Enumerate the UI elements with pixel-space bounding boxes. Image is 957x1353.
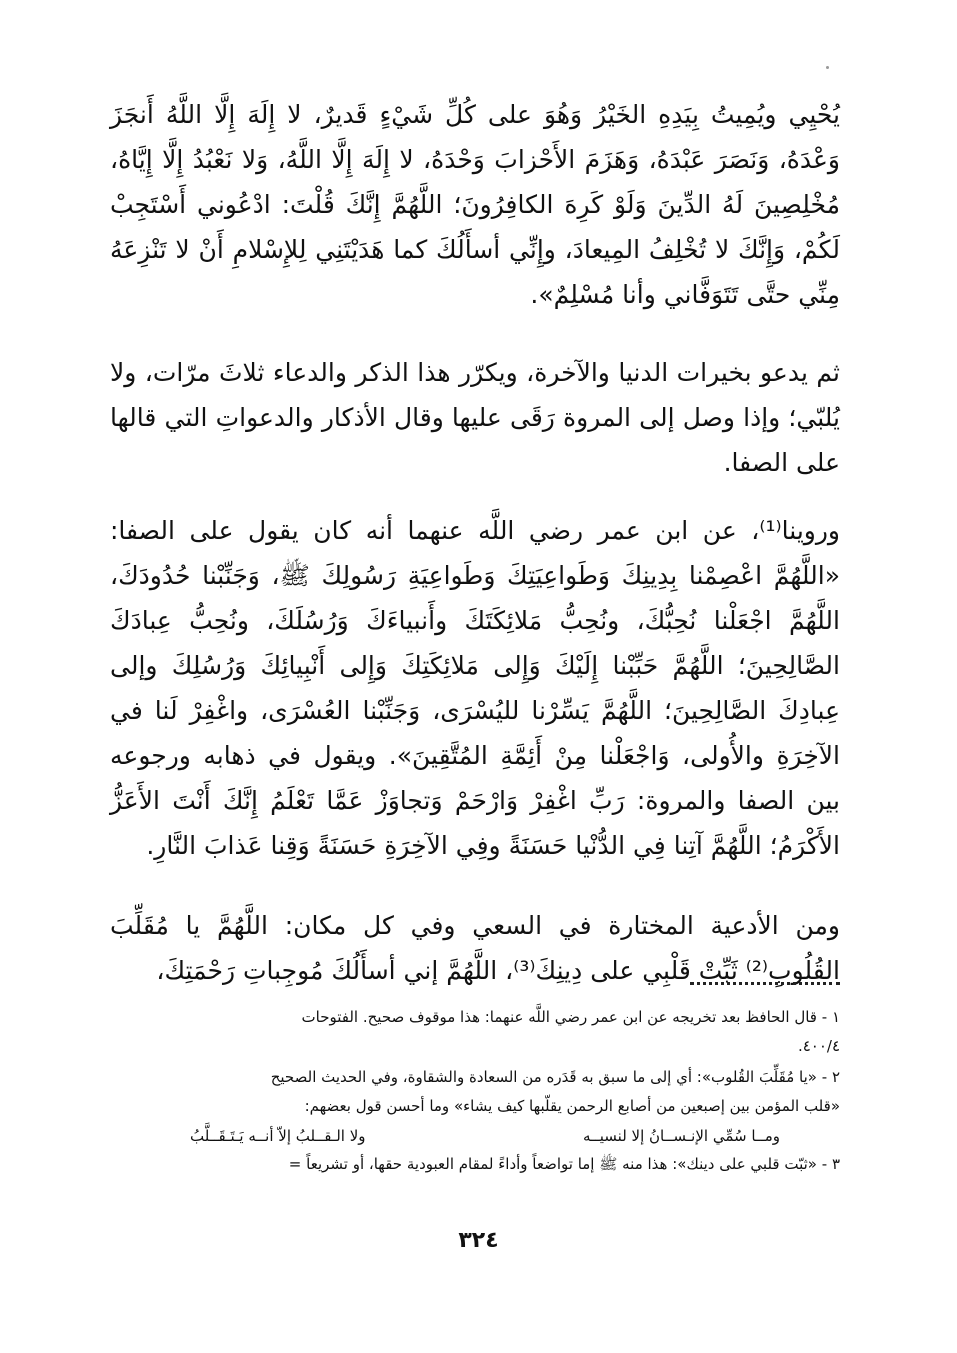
footnote-3 [110, 1150, 840, 1179]
footnote-text: «ثبّت قلبي على دينك»: هذا منه ﷺ إما تواضعاً وأداءً لمقام العبودية حقها، أو تشريعاً = [288, 1155, 817, 1173]
scan-mark [826, 66, 829, 69]
paragraph-3: وروينا⁽¹⁾، عن ابن عمر رضي اللَّه عنهما أنه كان يقول على الصفا: «اللَّهُمَّ اعْصِمْنا بِدِينِكَ وَطَواعِيَتِكَ وَطَواعِيَةِ رَسُولِكَ ﷺ، وَجَنِّبْنا حُدُودَكَ، اللَّهُمَّ اجْعَلْنا نُحِبُّكَ، ونُحِبُّ مَلائِكَتَكَ وأَنبياءَكَ وَرُسُلَكَ، ونُحِبُّ عِبادَكَ الصَّالِحِينَ؛ اللَّهُمَّ حَبِّبْنا إِلَيْكَ وَإِلى مَلائِكَتِكَ وَإِلى أَنْبِيائِكَ وَرُسُلِكَ وإلى عِبادِكَ الصَّالِحِينَ؛ اللَّهُمَّ يَسِّرْنا لليُسْرَى، وَجَنِّبْنا العُسْرَى، واغْفِرْ لَنا في الآخِرَةِ والأُولى، وَاجْعَلْنا مِنْ أَئِمَّةِ المُتَّقِينَ». ويقول في ذهابه ورجوعه بين الصفا والمروة: رَبِّ اغْفِرْ وَارْحَمْ وَتجاوَزْ عَمَّا تَعْلَمُ إِنَّكَ أَنْتَ الأَعَزُّ الأَكْرَمُ؛ اللَّهُمَّ آتِنا فِي الدُّنْيا حَسَنَةً وفِي الآخِرَةِ حَسَنَةً وَقِنا عَذابَ النَّارِ. [110, 516, 840, 860]
footnotes [110, 1003, 840, 1181]
footnote-number: ١ [831, 1008, 840, 1026]
poem-hemistich-first: ومــا سُمِّي الإنـســانُ إلا لنسيــه [582, 1127, 780, 1145]
paragraph-4: ومن الأدعية المختارة في السعي وفي كل مكان: اللَّهُمَّ يا مُقَلِّبَ القُلُوبِ⁽²⁾ ثَبِّتْ قَلْبِي على دِينِكَ⁽³⁾، اللَّهُمَّ إني أسأَلُكَ مُوجِباتِ رَحْمَتِكَ، [110, 911, 840, 985]
footnote-dash: - [816, 1155, 828, 1173]
footnote-1 [110, 1003, 840, 1061]
paragraph-1: يُحْيِي ويُمِيتُ بِيَدِهِ الخَيْرُ وَهُوَ على كُلِّ شَيْءٍ قَديرٌ، لا إِلَهَ إِلَّا اللَّهُ أَنجَزَ وَعْدَهُ، وَنَصَرَ عَبْدَهُ، وَهَزَمَ الأَحْزابَ وَحْدَهُ، لا إِلَهَ إِلَّا اللَّهُ، وَلا نَعْبُدُ إِلَّا إِيَّاهُ، مُخْلِصِينَ لَهُ الدِّينَ وَلَوْ كَرِهَ الكافِرُونَ؛ اللَّهُمَّ إِنَّكَ قُلْتَ: ادْعُوني أَسْتَجِبْ لَكُمْ، وَإِنَّكَ لا تُخْلِفُ المِيعادَ، وإِنِّي أسأَلُكَ كما هَدَيْتَنِي لِلإِسْلامِ أَنْ لا تَنْزِعَهُ مِنِّي حتَّى تَتَوَفَّاني وأنا مُسْلِمٌ». [110, 100, 840, 309]
page-number: ٣٢٤ [458, 1228, 499, 1253]
footnote-text: قال الحافظ بعد تخريجه عن ابن عمر رضي اللَّه عنهما: هذا موقوف صحيح. الفتوحات [301, 1008, 817, 1026]
footnote-text: «يا مُقَلِّبَ القُلوب»: أي إلى ما سبق به قَدَره من السعادة والشقاوة، وفي الحديث الصحيح [270, 1068, 817, 1086]
footnote-dash: - [816, 1068, 828, 1086]
footnote-number: ٢ [831, 1068, 840, 1086]
footnote-continuation: «قلب المؤمن بين إصبعين من أصابع الرحمن يقلّبها كيف يشاء» وما أحسن قول بعضهم: [304, 1097, 840, 1115]
footnote-separator-line [690, 982, 840, 989]
footnote-2 [110, 1063, 840, 1121]
paragraph-2: ثم يدعو بخيرات الدنيا والآخرة، ويكرّر هذا الذكر والدعاء ثلاثَ مرّات، ولا يُلبّي؛ وإذا وصل إلى المروة رَقَى عليها وقال الأذكار والدعواتِ التي قالها على الصفا. [110, 358, 840, 477]
footnote-dash: - [816, 1008, 828, 1026]
poem-hemistich-second: ولا الـقــلبُ إلاّ أنــه يَـتَـقَــلَّبُ [190, 1127, 366, 1145]
footnote-continuation: ٤٠٠/٤. [797, 1037, 840, 1055]
poem-verse [110, 1123, 840, 1150]
footnote-number: ٣ [831, 1155, 840, 1173]
